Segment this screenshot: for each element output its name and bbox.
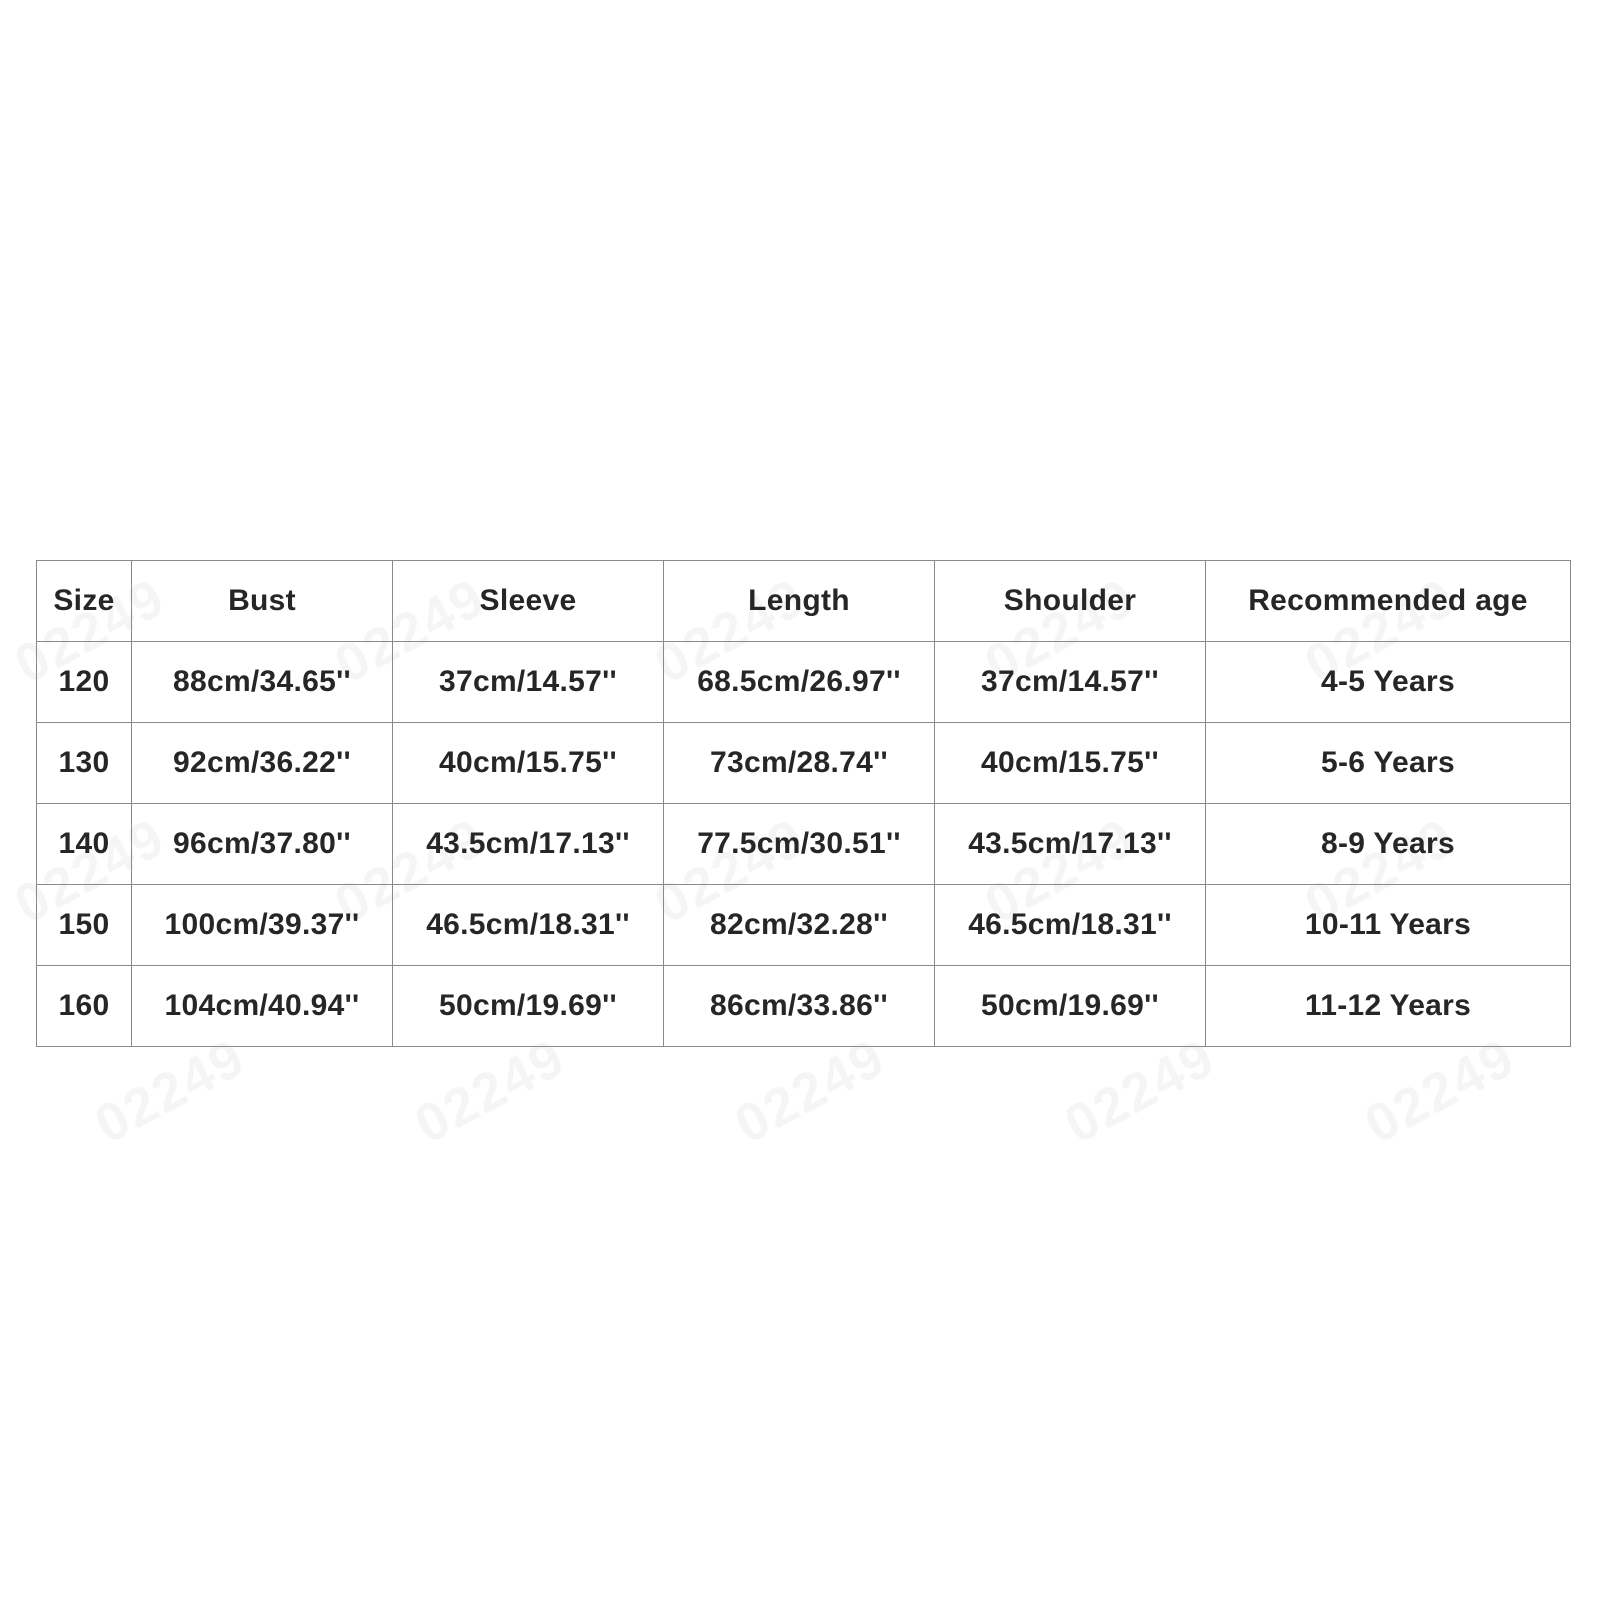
cell-recommended-age: 11-12 Years xyxy=(1206,966,1571,1047)
cell-sleeve: 43.5cm/17.13'' xyxy=(393,804,664,885)
header-length: Length xyxy=(664,561,935,642)
cell-bust: 100cm/39.37'' xyxy=(132,885,393,966)
cell-bust: 88cm/34.65'' xyxy=(132,642,393,723)
cell-size: 130 xyxy=(37,723,132,804)
cell-shoulder: 40cm/15.75'' xyxy=(935,723,1206,804)
header-sleeve: Sleeve xyxy=(393,561,664,642)
cell-size: 150 xyxy=(37,885,132,966)
cell-size: 160 xyxy=(37,966,132,1047)
table-header-row xyxy=(37,561,1571,642)
cell-size: 120 xyxy=(37,642,132,723)
cell-sleeve: 37cm/14.57'' xyxy=(393,642,664,723)
size-chart-table xyxy=(36,560,1571,1047)
cell-sleeve: 40cm/15.75'' xyxy=(393,723,664,804)
table-row xyxy=(37,642,1571,723)
cell-recommended-age: 4-5 Years xyxy=(1206,642,1571,723)
cell-recommended-age: 8-9 Years xyxy=(1206,804,1571,885)
cell-recommended-age: 10-11 Years xyxy=(1206,885,1571,966)
header-bust: Bust xyxy=(132,561,393,642)
table-row xyxy=(37,723,1571,804)
cell-shoulder: 37cm/14.57'' xyxy=(935,642,1206,723)
cell-length: 77.5cm/30.51'' xyxy=(664,804,935,885)
table-row xyxy=(37,966,1571,1047)
cell-shoulder: 50cm/19.69'' xyxy=(935,966,1206,1047)
cell-shoulder: 43.5cm/17.13'' xyxy=(935,804,1206,885)
cell-length: 86cm/33.86'' xyxy=(664,966,935,1047)
cell-size: 140 xyxy=(37,804,132,885)
cell-length: 73cm/28.74'' xyxy=(664,723,935,804)
table-row xyxy=(37,804,1571,885)
cell-shoulder: 46.5cm/18.31'' xyxy=(935,885,1206,966)
cell-length: 82cm/32.28'' xyxy=(664,885,935,966)
cell-sleeve: 46.5cm/18.31'' xyxy=(393,885,664,966)
cell-sleeve: 50cm/19.69'' xyxy=(393,966,664,1047)
cell-recommended-age: 5-6 Years xyxy=(1206,723,1571,804)
cell-bust: 104cm/40.94'' xyxy=(132,966,393,1047)
header-size: Size xyxy=(37,561,132,642)
cell-bust: 96cm/37.80'' xyxy=(132,804,393,885)
cell-length: 68.5cm/26.97'' xyxy=(664,642,935,723)
table-row xyxy=(37,885,1571,966)
header-recommended-age: Recommended age xyxy=(1206,561,1571,642)
header-shoulder: Shoulder xyxy=(935,561,1206,642)
cell-bust: 92cm/36.22'' xyxy=(132,723,393,804)
